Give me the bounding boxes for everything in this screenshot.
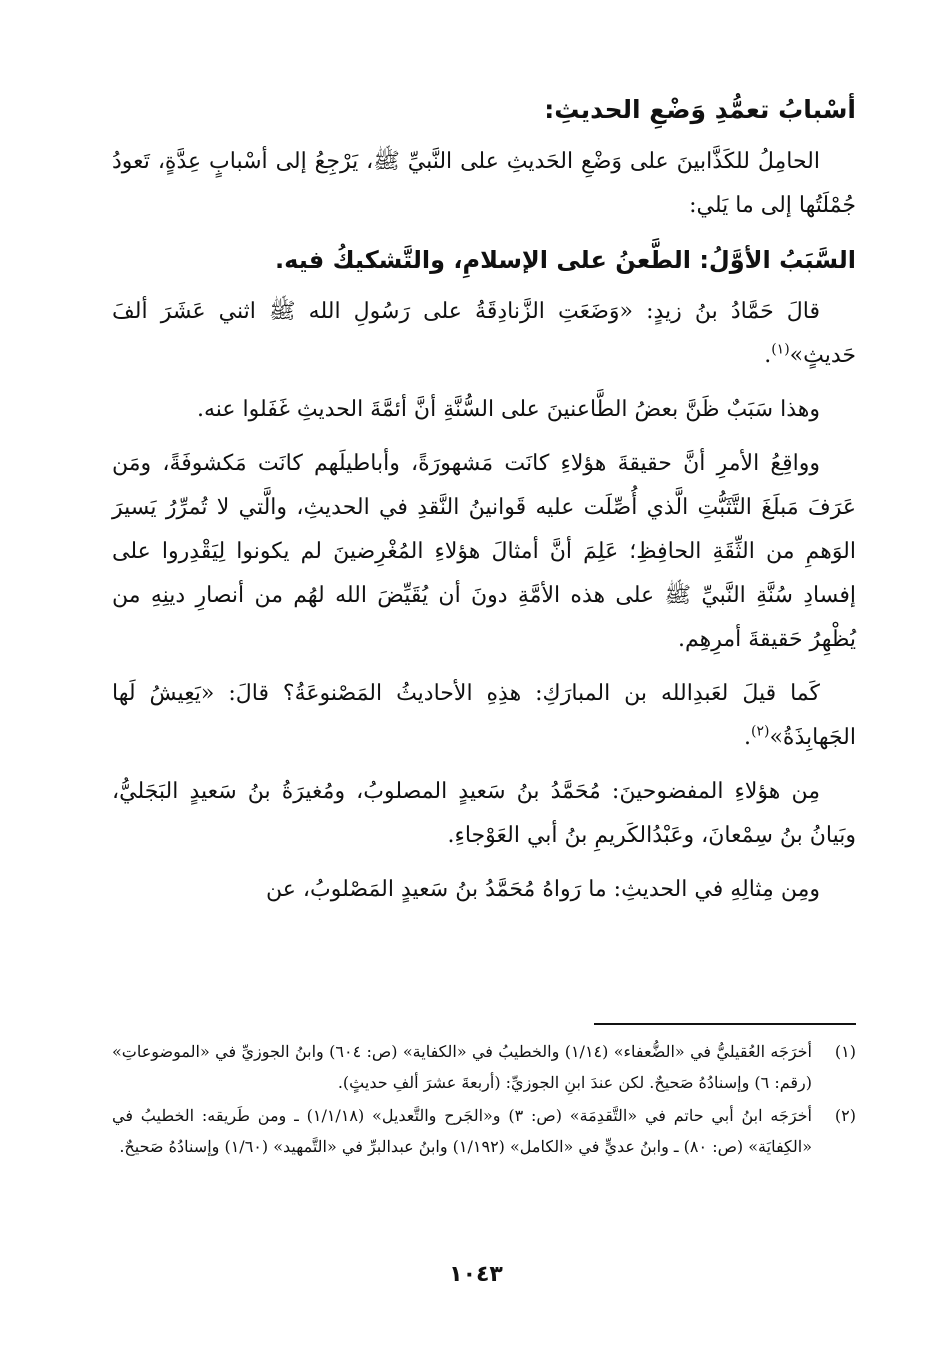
- exposed-paragraph: مِن هؤلاءِ المفضوحينَ: مُحَمَّدُ بنُ سَعيدٍ المصلوبُ، ومُغيرَةُ بنُ سَعيدٍ البَجَليُّ، وبَيانُ بنُ سِمْعانَ، وعَبْدُالكَريمِ بنُ أبي العَوْجاءِ.: [112, 779, 856, 848]
- footnote-divider: [594, 1023, 856, 1025]
- footnote-number: (٢): [834, 1106, 856, 1125]
- reason-one-heading: السَّبَبُ الأوَّلُ: الطَّعنُ على الإسلامِ، والتَّشكيكُ فيه.: [275, 246, 856, 274]
- hammad-quote-paragraph: قالَ حَمَّادُ بنُ زيدٍ: «وَضَعَتِ الزَّنادِقَةُ على رَسُولِ الله ﷺ اثني عَشَرَ ألفَ حَديثٍ»$^{(١)}$.: [112, 299, 856, 368]
- footnote-number: (١): [834, 1042, 856, 1061]
- footnote-1: [112, 1036, 856, 1098]
- footnote-text: أخرَجَه ابنُ أبي حاتم في «التَّقدِمَة» (ص: ٣) و«الجَرح والتَّعديل» (١/١/١٨) ـ ومن طَريقه: الخطيبُ في «الكِفايَة» (ص: ٨٠) ـ وابنُ عديٍّ في «الكامل» (١/١٩٢) وابنُ عبدالبرِّ في «التَّمهيد» (١/٦٠) وإسنادُهُ صَحيحٌ.: [112, 1106, 812, 1156]
- page-number: ١٠٤٣: [449, 1262, 503, 1287]
- section-heading: أسْبابُ تعمُّدِ وَضْعِ الحديثِ:: [544, 95, 856, 124]
- reason-paragraph: وهذا سَبَبٌ ظَنَّ بعضُ الطَّاعنينَ على السُّنَّةِ أنَّ أئمَّةَ الحديثِ غَفَلوا عنه.: [196, 397, 820, 422]
- reality-paragraph: وواقِعُ الأمرِ أنَّ حقيقةَ هؤلاءِ كانَت مَشهورَةً، وأباطيلَهم كانَت مَكشوفَةً، ومَن عَرَفَ مَبلَغَ التَّثَبُّتِ الَّذي أُصِّلَت عليه قَوانينُ النَّقدِ في الحديثِ، والَّتي لا تُمرِّرُ يَسيرَ الوَهمِ من الثِّقَةِ الحافِظِ؛ عَلِمَ أنَّ أمثالَ هؤلاءِ المُغْرِضينَ لم يكونوا لِيَقْدِروا على إفسادِ سُنَّةِ النَّبيِّ ﷺ على هذه الأمَّةِ دونَ أن يُقَيِّضَ الله لهُم من أنصارِ دينِهِ من يُظْهِرُ حَقيقةَ أمرِهِم.: [112, 451, 856, 652]
- page-body: [112, 88, 856, 922]
- example-paragraph: ومِن مِثالِهِ في الحديثِ: ما رَواهُ مُحَمَّدُ بنُ سَعيدٍ المَصْلوبُ، عن: [266, 877, 820, 902]
- mubarak-quote-text: كَما قيلَ لعَبدِالله بن المبارَكِ: هذِهِ الأحاديثُ المَصْنوعَةُ؟ قالَ: «يَعِيشُ لَها الجَهابِذَةُ»: [112, 681, 856, 750]
- footnote-text: أخرَجَه العُقيليُّ في «الضُّعفاء» (١/١٤) والخطيبُ في «الكفاية» (ص: ٦٠٤) وابنُ الجوزيِّ في «الموضوعاتِ» (رقم: ٦) وإسنادُهُ صَحيحٌ. لكن عندَ ابنِ الجوزيِّ: (أربعةَ عشرَ ألفِ حديثٍ).: [112, 1042, 813, 1092]
- footnotes: [112, 1036, 856, 1164]
- footnote-2: [112, 1100, 856, 1162]
- intro-paragraph: الحامِلُ للكَذَّابينَ على وَضْعِ الحَديثِ على النَّبيِّ ﷺ، يَرْجِعُ إلى أسْبابٍ عِدَّةٍ، تَعودُ جُمْلَتُها إلى ما يَلي:: [112, 149, 856, 218]
- footnote-ref-2[interactable]: (٢): [751, 723, 770, 740]
- footnote-ref-1[interactable]: (١): [771, 341, 790, 358]
- hammad-quote-text: قالَ حَمَّادُ بنُ زيدٍ: «وَضَعَتِ الزَّنادِقَةُ على رَسُولِ الله ﷺ اثني عَشَرَ ألفَ حَديثٍ»: [112, 299, 856, 368]
- mubarak-quote-paragraph: كَما قيلَ لعَبدِالله بن المبارَكِ: هذِهِ الأحاديثُ المَصْنوعَةُ؟ قالَ: «يَعِيشُ لَها الجَهابِذَةُ»$^{(٢)}$.: [112, 681, 856, 750]
